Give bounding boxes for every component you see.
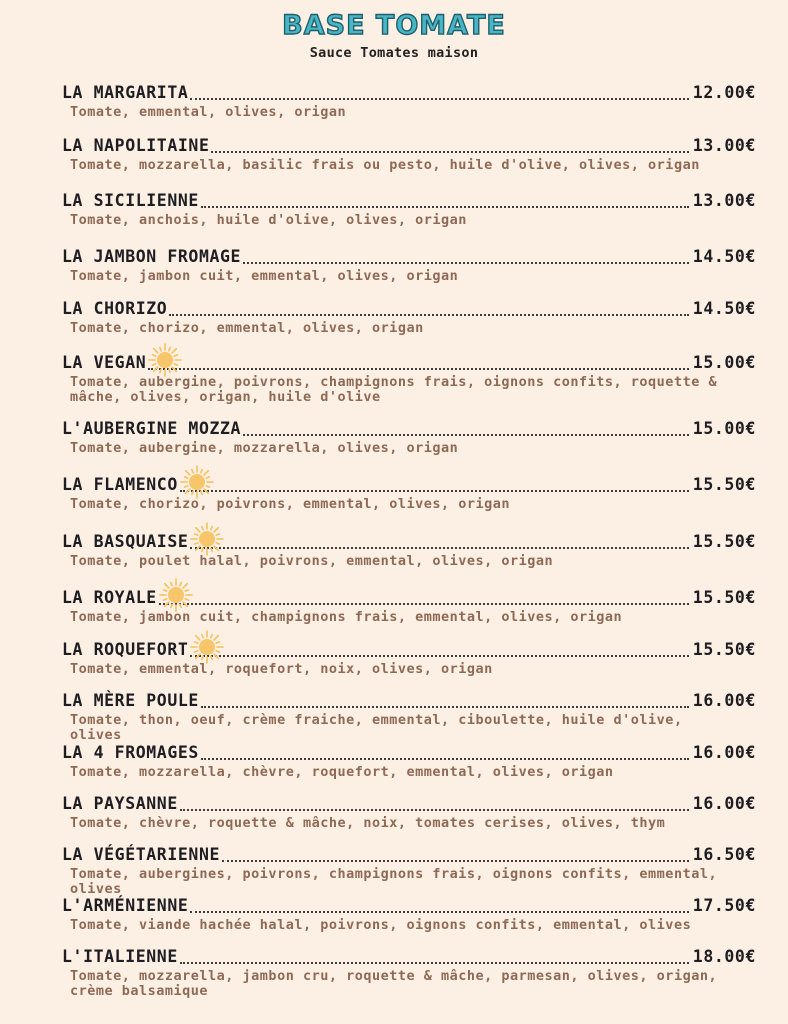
menu-item-row — [62, 134, 756, 158]
menu-item-description: Tomate, emmental, roquefort, noix, olives, origan — [70, 661, 493, 677]
dot-leader — [190, 655, 688, 657]
menu-item — [62, 792, 756, 831]
menu-item-description: Tomate, emmental, olives, origan — [70, 104, 347, 120]
menu-item-price: 16.00€ — [692, 794, 756, 813]
menu-item-price: 17.50€ — [692, 896, 756, 915]
menu-item-name: LA PAYSANNE — [62, 794, 178, 813]
menu-item-name: LA CHORIZO — [62, 299, 168, 318]
menu-item — [62, 81, 756, 120]
menu-item-price: 12.00€ — [692, 83, 756, 102]
menu-item — [62, 189, 756, 228]
menu-item-description: Tomate, aubergine, poivrons, champignons frais, oignons confits, roquette & mâche, olives, origan, huile d'olive — [70, 374, 718, 405]
menu-item — [62, 843, 756, 897]
menu-item-price: 16.00€ — [692, 743, 756, 762]
menu-item-description: Tomate, poulet halal, poivrons, emmental, olives, origan — [70, 553, 554, 569]
menu-item-name: LA ROQUEFORT — [62, 640, 189, 659]
menu-item-price: 16.00€ — [692, 691, 756, 710]
menu-item-description: Tomate, chorizo, emmental, olives, origan — [70, 320, 424, 336]
menu-item — [62, 945, 756, 999]
menu-item-price: 15.50€ — [692, 532, 756, 551]
dot-leader — [243, 262, 689, 264]
dot-leader — [243, 434, 689, 436]
menu-item-row — [62, 586, 756, 610]
menu-item-row — [62, 843, 756, 867]
menu-item-price: 15.00€ — [692, 353, 756, 372]
menu-item-price: 15.50€ — [692, 640, 756, 659]
dot-leader — [201, 758, 689, 760]
menu-item-description: Tomate, aubergine, mozzarella, olives, origan — [70, 440, 459, 456]
dot-leader — [159, 603, 689, 605]
menu-item-price: 16.50€ — [692, 845, 756, 864]
menu-header — [0, 8, 788, 61]
menu-item-name: LA MÈRE POULE — [62, 691, 199, 710]
dot-leader — [148, 368, 689, 370]
menu-item — [62, 530, 756, 569]
dot-leader — [190, 547, 688, 549]
dot-leader — [201, 206, 689, 208]
menu-item-name: LA VÉGÉTARIENNE — [62, 845, 221, 864]
menu-item-row — [62, 894, 756, 918]
menu-item-row — [62, 792, 756, 816]
menu-item-description: Tomate, jambon cuit, champignons frais, emmental, olives, origan — [70, 609, 623, 625]
menu-item-name: LA BASQUAISE — [62, 532, 189, 551]
menu-item-price: 13.00€ — [692, 191, 756, 210]
menu-item-row — [62, 81, 756, 105]
menu-item-name: L'AUBERGINE MOZZA — [62, 419, 242, 438]
menu-item — [62, 245, 756, 284]
dot-leader — [222, 860, 689, 862]
menu-item-name: LA 4 FROMAGES — [62, 743, 199, 762]
menu-item — [62, 134, 756, 173]
menu-item-row — [62, 689, 756, 713]
menu-item-price: 15.50€ — [692, 588, 756, 607]
menu-item-price: 18.00€ — [692, 947, 756, 966]
dot-leader — [190, 911, 688, 913]
menu-item-row — [62, 351, 756, 375]
menu-item — [62, 586, 756, 625]
menu-item-price: 14.50€ — [692, 247, 756, 266]
menu-item-row — [62, 417, 756, 441]
menu-item — [62, 638, 756, 677]
menu-item — [62, 473, 756, 512]
menu-item — [62, 894, 756, 933]
menu-item-name: L'ARMÉNIENNE — [62, 896, 189, 915]
menu-item-name: LA MARGARITA — [62, 83, 189, 102]
menu-item — [62, 351, 756, 405]
menu-item-description: Tomate, mozzarella, jambon cru, roquette & mâche, parmesan, olives, origan, crème balsamique — [70, 968, 718, 999]
dot-leader — [180, 962, 689, 964]
menu-item — [62, 689, 756, 743]
menu-item-row — [62, 530, 756, 554]
page-title: BASE TOMATE — [282, 10, 506, 41]
menu-item — [62, 417, 756, 456]
menu-item-name: LA SICILIENNE — [62, 191, 199, 210]
dot-leader — [201, 706, 689, 708]
menu-item-price: 15.50€ — [692, 475, 756, 494]
menu-item-description: Tomate, viande hachée halal, poivrons, oignons confits, emmental, olives — [70, 917, 692, 933]
menu-item-row — [62, 297, 756, 321]
menu-item-name: L'ITALIENNE — [62, 947, 178, 966]
dot-leader — [180, 809, 689, 811]
menu-item-name: LA VEGAN — [62, 353, 147, 372]
menu-item-price: 13.00€ — [692, 136, 756, 155]
page-subtitle: Sauce Tomates maison — [309, 45, 479, 61]
dot-leader — [211, 151, 688, 153]
dot-leader — [180, 490, 689, 492]
menu-item-name: LA FLAMENCO — [62, 475, 178, 494]
menu-item-row — [62, 473, 756, 497]
menu-item-price: 15.00€ — [692, 419, 756, 438]
menu-item-row — [62, 189, 756, 213]
menu-item-name: LA NAPOLITAINE — [62, 136, 210, 155]
menu-item-row — [62, 945, 756, 969]
menu-item-description: Tomate, mozzarella, chèvre, roquefort, emmental, olives, origan — [70, 764, 614, 780]
menu-item — [62, 297, 756, 336]
menu-item-name: LA ROYALE — [62, 588, 157, 607]
menu-item-description: Tomate, anchois, huile d'olive, olives, origan — [70, 212, 467, 228]
menu-item-description: Tomate, mozzarella, basilic frais ou pesto, huile d'olive, olives, origan — [70, 157, 700, 173]
dot-leader — [190, 98, 688, 100]
menu-item-row — [62, 741, 756, 765]
menu-item — [62, 741, 756, 780]
menu-item-row — [62, 245, 756, 269]
menu-item-description: Tomate, chorizo, poivrons, emmental, olives, origan — [70, 496, 511, 512]
menu-item-name: LA JAMBON FROMAGE — [62, 247, 242, 266]
menu-item-description: Tomate, chèvre, roquette & mâche, noix, tomates cerises, olives, thym — [70, 815, 666, 831]
dot-leader — [169, 314, 688, 316]
menu-item-description: Tomate, jambon cuit, emmental, olives, origan — [70, 268, 459, 284]
menu-item-row — [62, 638, 756, 662]
menu-item-description: Tomate, aubergines, poivrons, champignons frais, oignons confits, emmental, olives — [70, 866, 718, 897]
menu-item-description: Tomate, thon, oeuf, crème fraiche, emmental, ciboulette, huile d'olive, olives — [70, 712, 683, 743]
menu-item-price: 14.50€ — [692, 299, 756, 318]
